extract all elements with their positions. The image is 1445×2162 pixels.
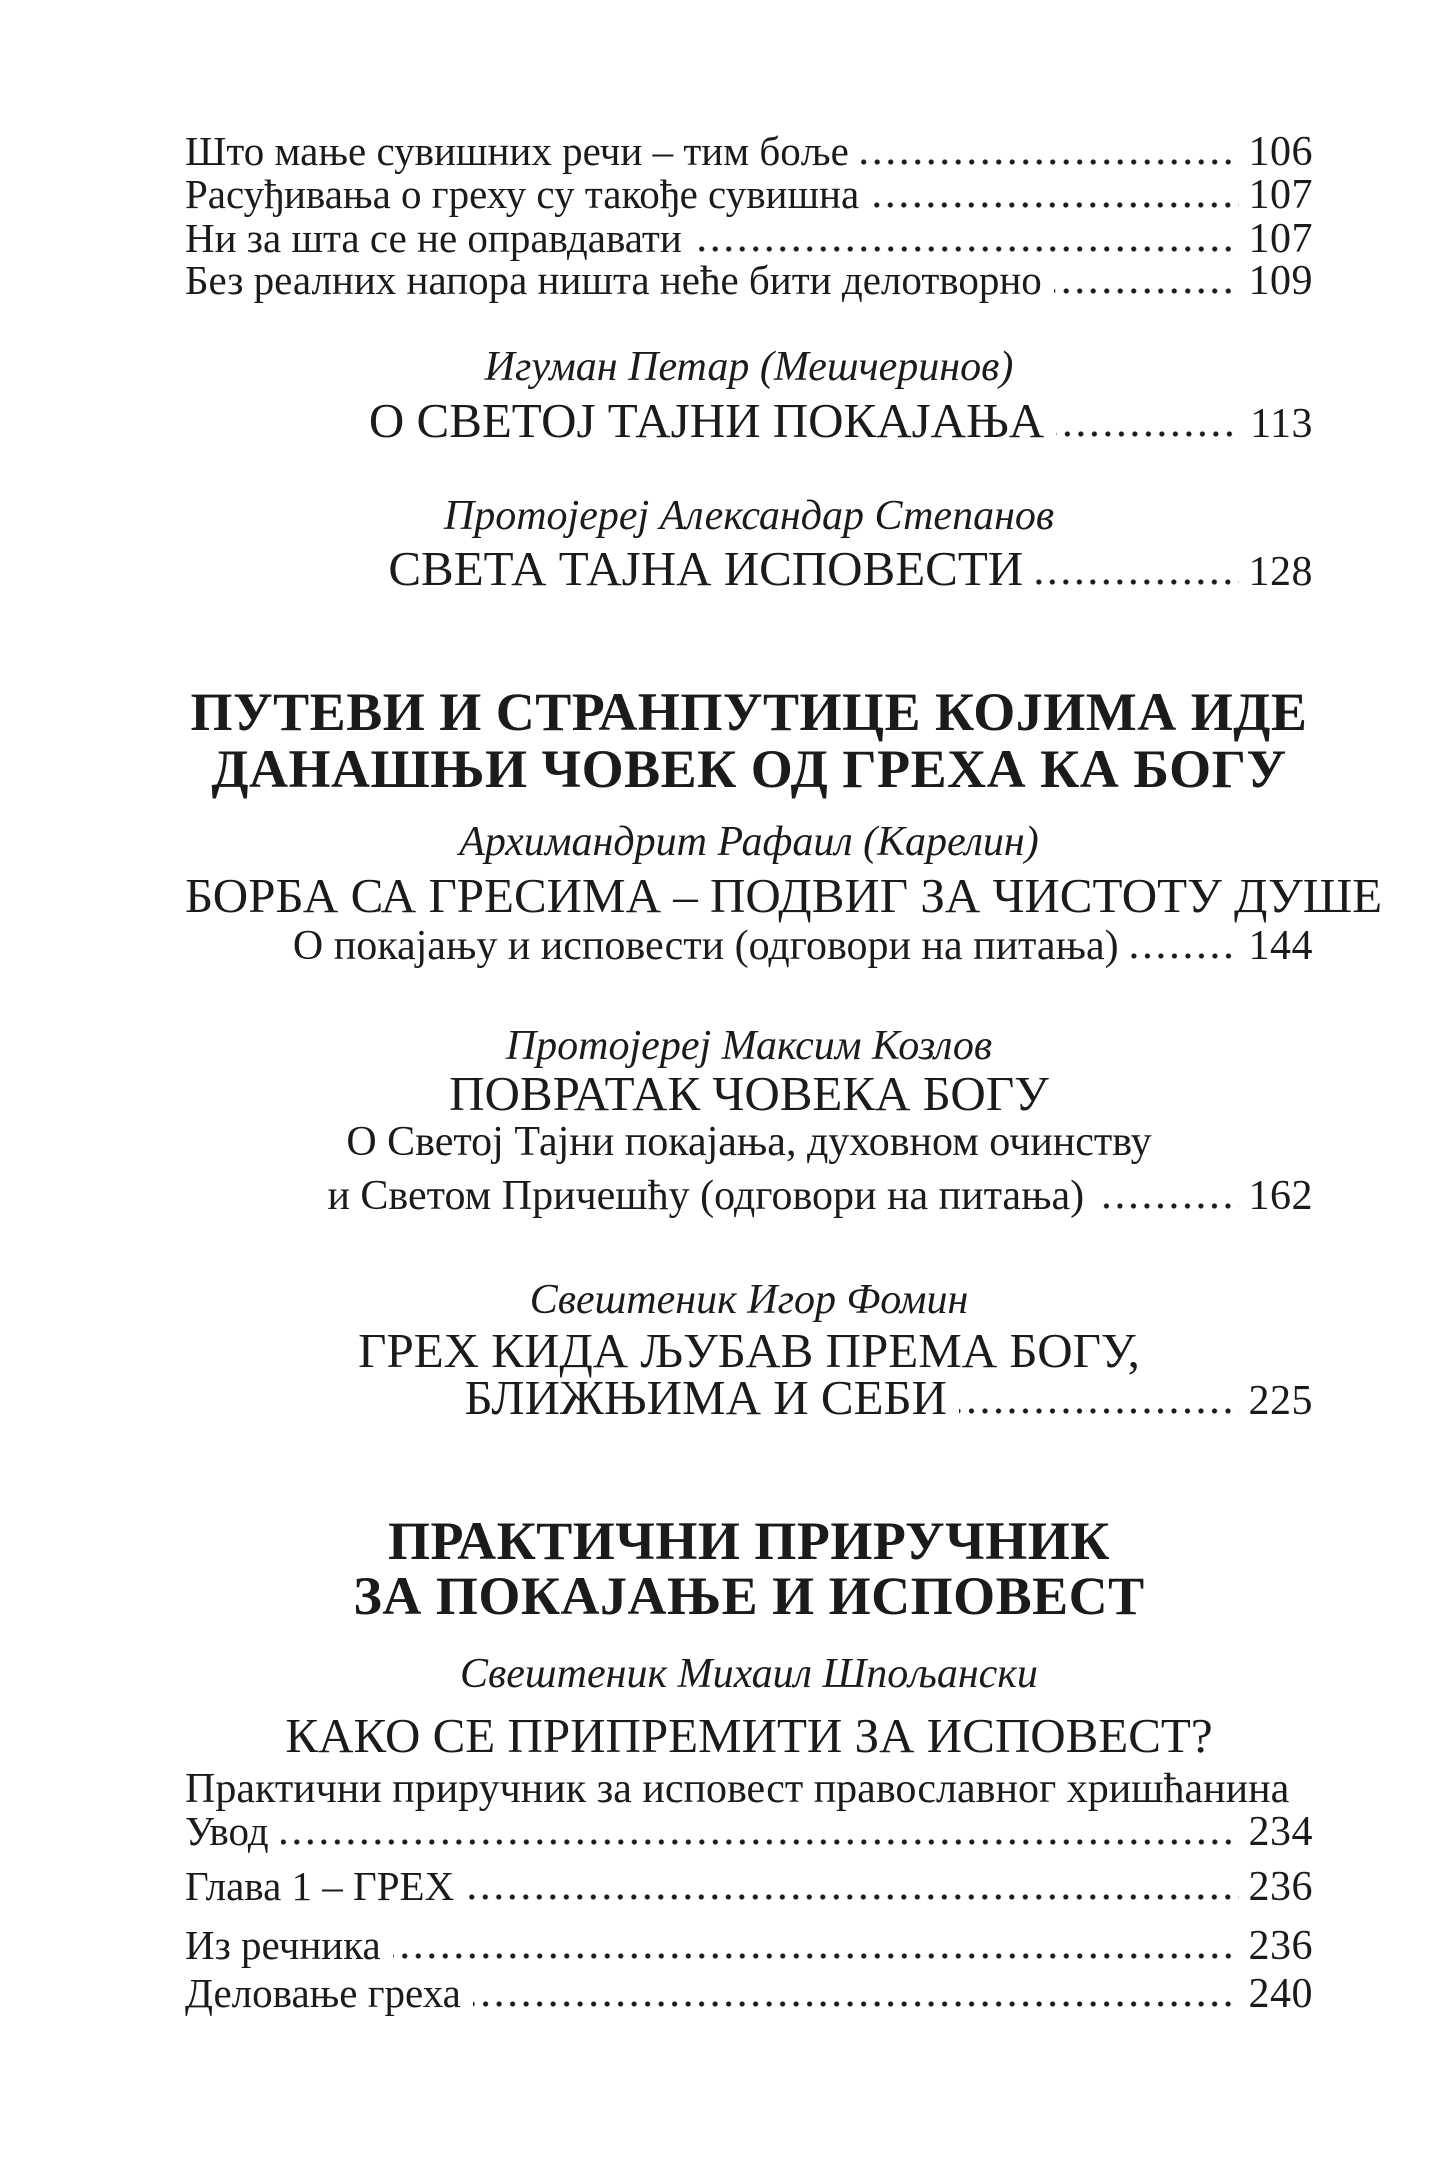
page-number: 234 [1248, 1809, 1313, 1855]
section-subtitle: и Светом Причешћу (одговори на питања) [327, 1173, 1085, 1219]
page-number: 162 [1248, 1173, 1314, 1219]
part-heading-line: ДАНАШЊИ ЧОВЕК ОД ГРЕХА КА БОГУ [211, 739, 1287, 799]
page-number: 236 [1248, 1864, 1313, 1910]
toc-entry-label: Без реалних напора ништа неће бити делотворно [185, 257, 1042, 303]
page-number: 109 [1248, 258, 1313, 304]
section-title: БОРБА СА ГРЕСИМА – ПОДВИГ ЗА ЧИСТОТУ ДУШЕ [185, 868, 1383, 923]
toc-entry [185, 1175, 1313, 1217]
dot-leader [959, 1408, 1238, 1414]
page-number: 107 [1248, 216, 1313, 262]
dot-leader [466, 1894, 1238, 1900]
toc-entry-label: Ни за шта се не оправдавати [185, 215, 682, 261]
page-number: 106 [1248, 129, 1313, 175]
toc-entry [185, 1922, 1313, 1969]
dot-leader [871, 202, 1238, 208]
author-line: Архимандрит Рафаил (Карелин) [459, 819, 1039, 865]
toc-entry [185, 1863, 1313, 1910]
author-line: Свештеник Михаил Шпољански [460, 1651, 1038, 1697]
part-heading-line: ПРАКТИЧНИ ПРИРУЧНИК [388, 1511, 1110, 1571]
toc-entry-label: Глава 1 – ГРЕХ [185, 1863, 455, 1909]
toc-entry [185, 128, 1313, 175]
dot-leader [281, 1839, 1239, 1845]
table-of-contents [185, 0, 1383, 2162]
toc-entry-label: Расуђивања о греху су такође сувишна [185, 171, 860, 217]
toc-entry-label: Увод [185, 1808, 269, 1854]
page-number: 107 [1248, 172, 1313, 218]
part-heading-line: ПУТЕВИ И СТРАНПУТИЦЕ КОЈИМА ИДЕ [190, 682, 1308, 742]
toc-entry [185, 215, 1313, 262]
dot-leader [1054, 288, 1239, 294]
page-number: 236 [1248, 1923, 1313, 1969]
section-title: ПОВРАТАК ЧОВЕКА БОГУ [449, 1066, 1049, 1121]
dot-leader [1035, 579, 1238, 585]
toc-entry [185, 925, 1313, 967]
toc-entry [185, 171, 1313, 218]
section-subtitle: О покајању и исповести (одговори на питања) [292, 923, 1119, 969]
toc-entry [185, 393, 1314, 448]
toc-entry-label: Деловање греха [185, 1970, 461, 2016]
toc-entry-label: Што мање сувишних речи – тим боље [185, 128, 849, 174]
toc-entry-label: Из речника [185, 1922, 381, 1968]
dot-leader [694, 246, 1239, 252]
dot-leader [1096, 1203, 1238, 1209]
section-title: О СВЕТОЈ ТАЈНИ ПОКАЈАЊА [368, 393, 1045, 448]
page-number: 144 [1248, 923, 1313, 969]
dot-leader [1131, 953, 1239, 959]
author-line: Протојереј Максим Козлов [505, 1023, 993, 1069]
page-number: 128 [1248, 549, 1314, 595]
author-line: Протојереј Александар Степанов [443, 493, 1055, 539]
dot-leader [861, 159, 1239, 165]
section-subtitle: О Светој Тајни покајања, духовном очинству [346, 1119, 1152, 1165]
dot-leader [1056, 431, 1240, 437]
page-number: 240 [1248, 1971, 1313, 2017]
dot-leader [473, 2001, 1239, 2007]
section-subtitle: Практични приручник за исповест православног хришћанина [185, 1766, 1290, 1812]
section-title: ГРЕХ КИДА ЉУБАВ ПРЕМА БОГУ, [358, 1323, 1140, 1378]
section-title: КАКО СЕ ПРИПРЕМИТИ ЗА ИСПОВЕСТ? [285, 1708, 1213, 1763]
page-number: 225 [1248, 1378, 1314, 1424]
toc-entry [185, 541, 1314, 596]
toc-entry [185, 1370, 1314, 1425]
section-title: БЛИЖЊИМА И СЕБИ [464, 1370, 948, 1425]
part-heading-line: ЗА ПОКАЈАЊЕ И ИСПОВЕСТ [353, 1566, 1145, 1626]
section-title: СВЕТА ТАЈНА ИСПОВЕСТИ [388, 541, 1024, 596]
author-line: Игуман Петар (Мешчеринов) [484, 344, 1014, 390]
toc-entry [185, 1970, 1313, 2017]
page-number: 113 [1250, 401, 1314, 447]
author-line: Свештеник Игор Фомин [529, 1277, 969, 1323]
toc-entry [185, 257, 1313, 304]
dot-leader [393, 1953, 1239, 1959]
toc-entry [185, 1808, 1313, 1855]
